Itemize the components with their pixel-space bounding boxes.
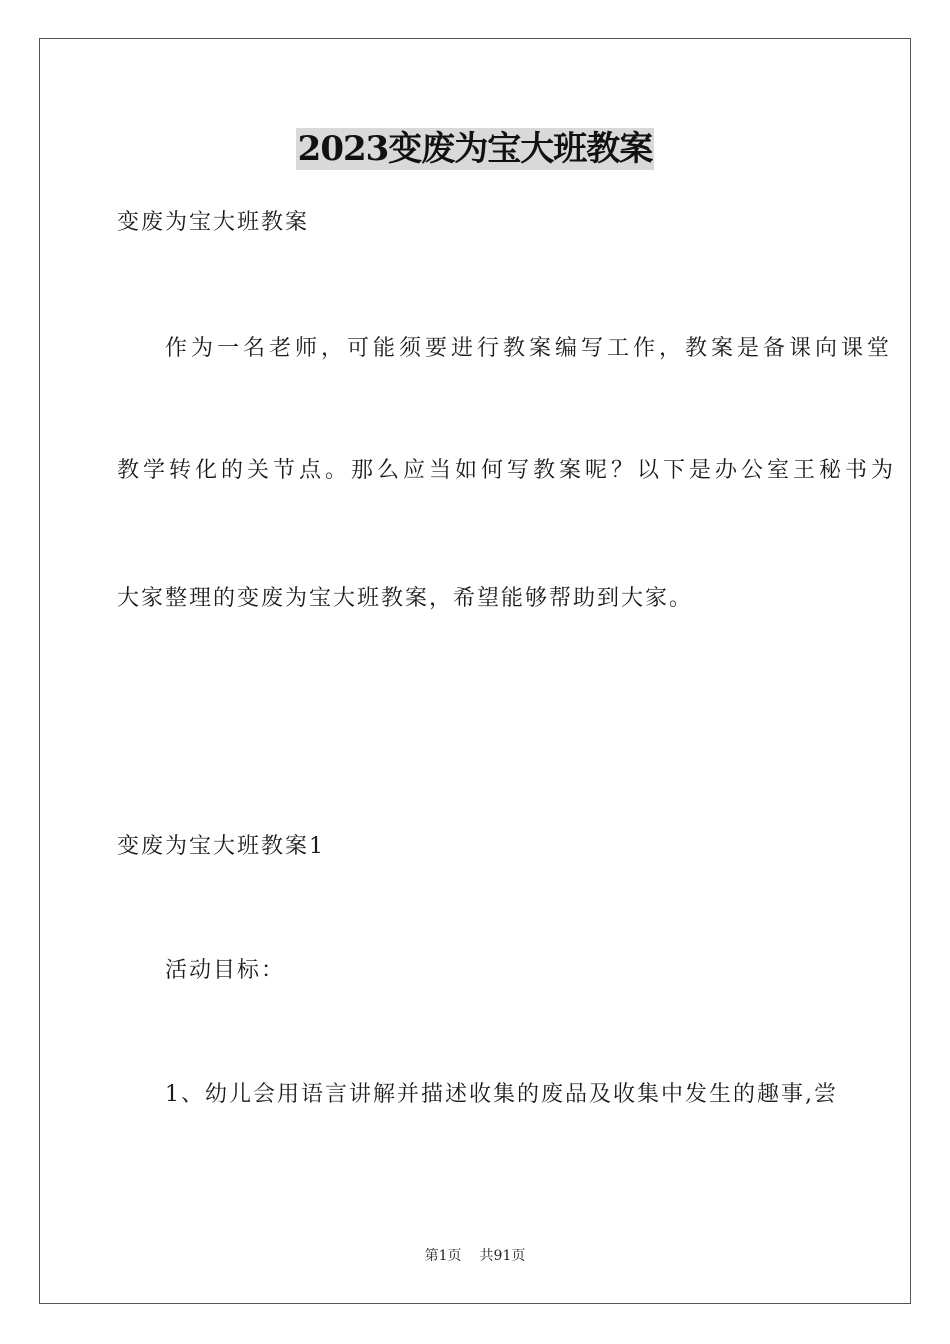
- goal-heading: 活动目标：: [165, 958, 286, 983]
- title-container: [0, 128, 950, 170]
- intro-line-3: 大家整理的变废为宝大班教案，希望能够帮助到大家。: [117, 586, 694, 611]
- intro-line-2: 教学转化的关节点。那么应当如何写教案呢？以下是办公室王秘书为: [117, 458, 898, 483]
- section-heading: 变废为宝大班教案1: [117, 834, 325, 859]
- page-number: 第1页: [424, 1248, 462, 1264]
- intro-line-1: 作为一名老师，可能须要进行教案编写工作，教案是备课向课堂: [165, 336, 894, 361]
- document-subtitle: 变废为宝大班教案: [117, 210, 310, 235]
- page-footer: [0, 1246, 950, 1266]
- goal-item-1: 1、幼儿会用语言讲解并描述收集的废品及收集中发生的趣事,尝: [165, 1082, 838, 1107]
- document-title: 2023变废为宝大班教案: [297, 129, 653, 169]
- page-total: 共91页: [479, 1248, 526, 1264]
